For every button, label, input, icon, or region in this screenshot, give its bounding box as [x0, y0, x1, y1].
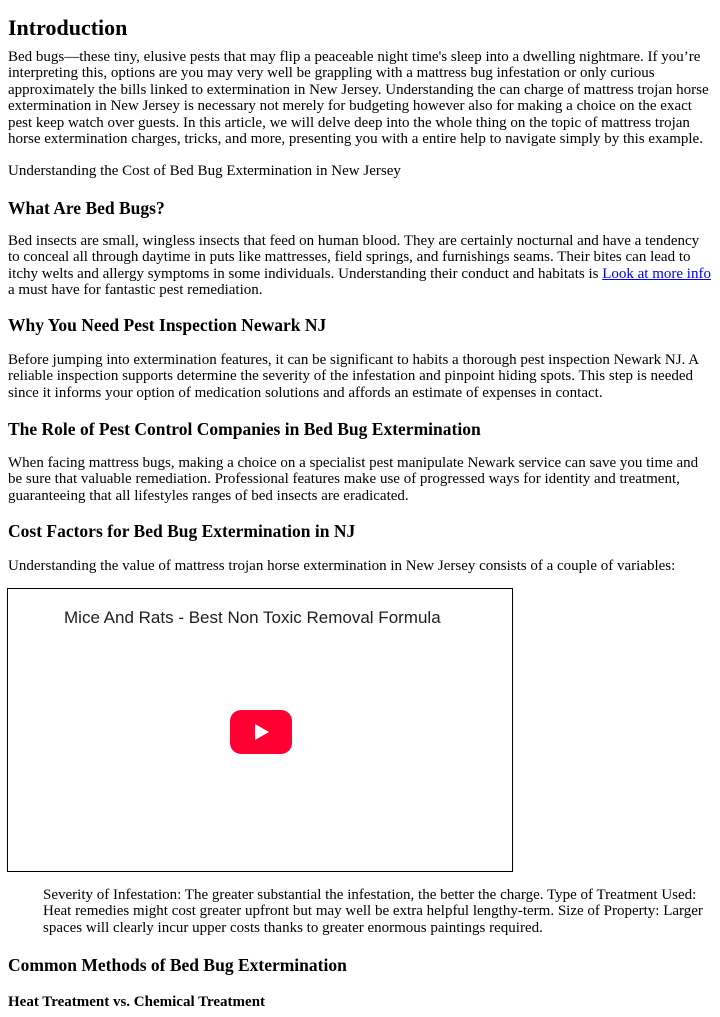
pest-inspection-heading: Why You Need Pest Inspection Newark NJ [8, 315, 327, 335]
video-play-button[interactable] [230, 710, 292, 754]
embedded-video[interactable] [7, 588, 513, 872]
cost-factors-list: Severity of Infestation: The greater substantial the infestation, the better the charge. Type of Treatment Used: Heat remedies might cost greater upfront but may well be extra helpful lengthy-term. Size of Property: Larger spaces will clearly incur upper costs thanks to greater enormous paintings required. [43, 887, 703, 936]
look-at-more-info-link[interactable]: Look at more info [602, 265, 711, 282]
common-methods-heading: Common Methods of Bed Bug Extermination [8, 955, 347, 975]
pest-inspection-paragraph: Before jumping into extermination features, it can be significant to habits a thorough pest inspection Newark NJ. A reliable inspection supports determine the severity of the infestation and pinpoint hiding spots. This step is needed since it informs your option of medication solutions and affords an estimate of expenses in contact. [8, 352, 699, 401]
what-are-text-before: Bed insects are small, wingless insects that feed on human blood. They are certainly nocturnal and have a tendency to conceal all through daytime in puts like mattresses, field springs, and furnishings seams. Their bites can lead to itchy welts and allergy symptoms in some individuals. Understanding their conduct and habitats is [8, 233, 700, 282]
intro-paragraph: Bed bugs—these tiny, elusive pests that may flip a peaceable night time's sleep into a dwelling nightmare. If you’re interpreting this, options are you may very well be grappling with a mattress bug infestation or only curious approximately the bills linked to extermination in New Jersey. Understanding the can charge of mattress trojan horse extermination in New Jersey is necessary not merely for budgeting however also for making a choice on the exact pest keep watch over guests. In this article, we will delve deep into the whole thing on the topic of mattress trojan horse extermination charges, tricks, and more, presenting you with a entire help to navigate simply by this example. [8, 49, 709, 148]
video-title[interactable]: Mice And Rats - Best Non Toxic Removal Formula [64, 608, 441, 627]
heat-vs-chemical-subheading: Heat Treatment vs. Chemical Treatment [8, 994, 266, 1010]
intro-subtitle: Understanding the Cost of Bed Bug Extermination in New Jersey [8, 163, 401, 179]
what-are-bed-bugs-heading: What Are Bed Bugs? [8, 198, 165, 218]
cost-factors-paragraph: Understanding the value of mattress trojan horse extermination in New Jersey consists of a couple of variables: [8, 558, 676, 574]
pest-control-role-heading: The Role of Pest Control Companies in Bed Bug Extermination [8, 419, 481, 439]
pest-control-role-paragraph: When facing mattress bugs, making a choice on a specialist pest manipulate Newark service can save you time and be sure that valuable remediation. Professional features make use of progressed ways for identity and treatment, guaranteeing that all lifestyles ranges of bed insects are eradicated. [8, 455, 699, 504]
what-are-bed-bugs-paragraph [8, 233, 714, 299]
cost-factors-heading: Cost Factors for Bed Bug Extermination in NJ [8, 521, 356, 541]
play-icon [230, 710, 292, 754]
intro-heading: Introduction [8, 15, 128, 40]
what-are-text-after: a must have for fantastic pest remediation. [8, 282, 263, 299]
